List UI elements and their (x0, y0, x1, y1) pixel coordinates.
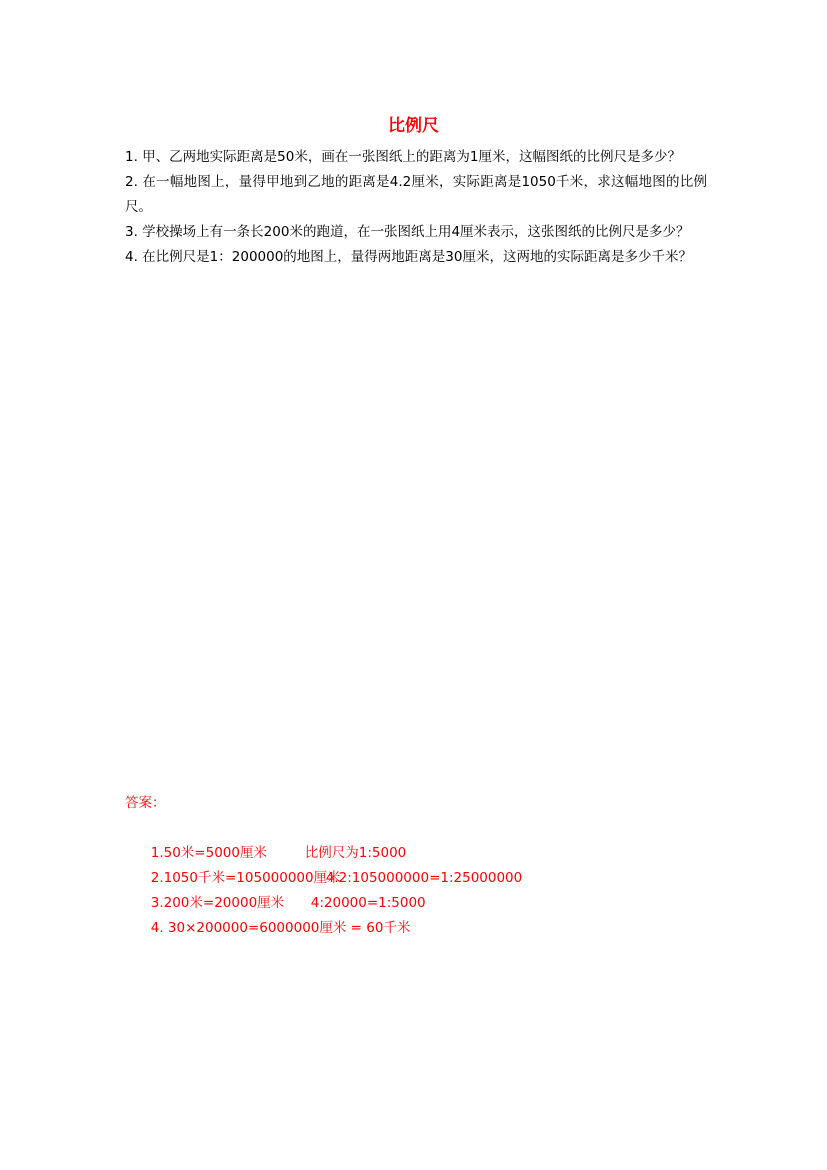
question-item: 3. 学校操场上有一条长200米的跑道，在一张图纸上用4厘米表示，这张图纸的比例尺是多少？ (125, 224, 690, 240)
answer-calculation: 3.200米=20000厘米 (150, 895, 285, 911)
answer-calculation: 4. 30×200000=6000000厘米 = 60千米 (150, 920, 411, 936)
answer-result: 4:20000=1:5000 (310, 895, 426, 911)
question-list (125, 145, 707, 270)
question-item: 2. 在一幅地图上，量得甲地到乙地的距离是4.2厘米，实际距离是1050千米，求这幅地图的比例尺。 (125, 174, 707, 215)
page-title: 比例尺 (388, 116, 439, 136)
answer-section (125, 791, 725, 936)
answer-calculation: 1.50米=5000厘米 (150, 845, 267, 861)
question-item: 4. 在比例尺是1：200000的地图上，量得两地距离是30厘米，这两地的实际距离是多少千米？ (125, 249, 692, 265)
answer-heading: 答案： (125, 795, 166, 811)
answer-calculation: 2.1050千米=105000000厘米 (150, 870, 341, 886)
answer-result: 4.2:105000000=1:25000000 (325, 870, 523, 886)
answer-row (125, 816, 725, 861)
question-item: 1. 甲、乙两地实际距离是50米，画在一张图纸上的距离为1厘米，这幅图纸的比例尺是多少？ (125, 149, 681, 165)
answer-result: 比例尺为1:5000 (304, 845, 407, 861)
